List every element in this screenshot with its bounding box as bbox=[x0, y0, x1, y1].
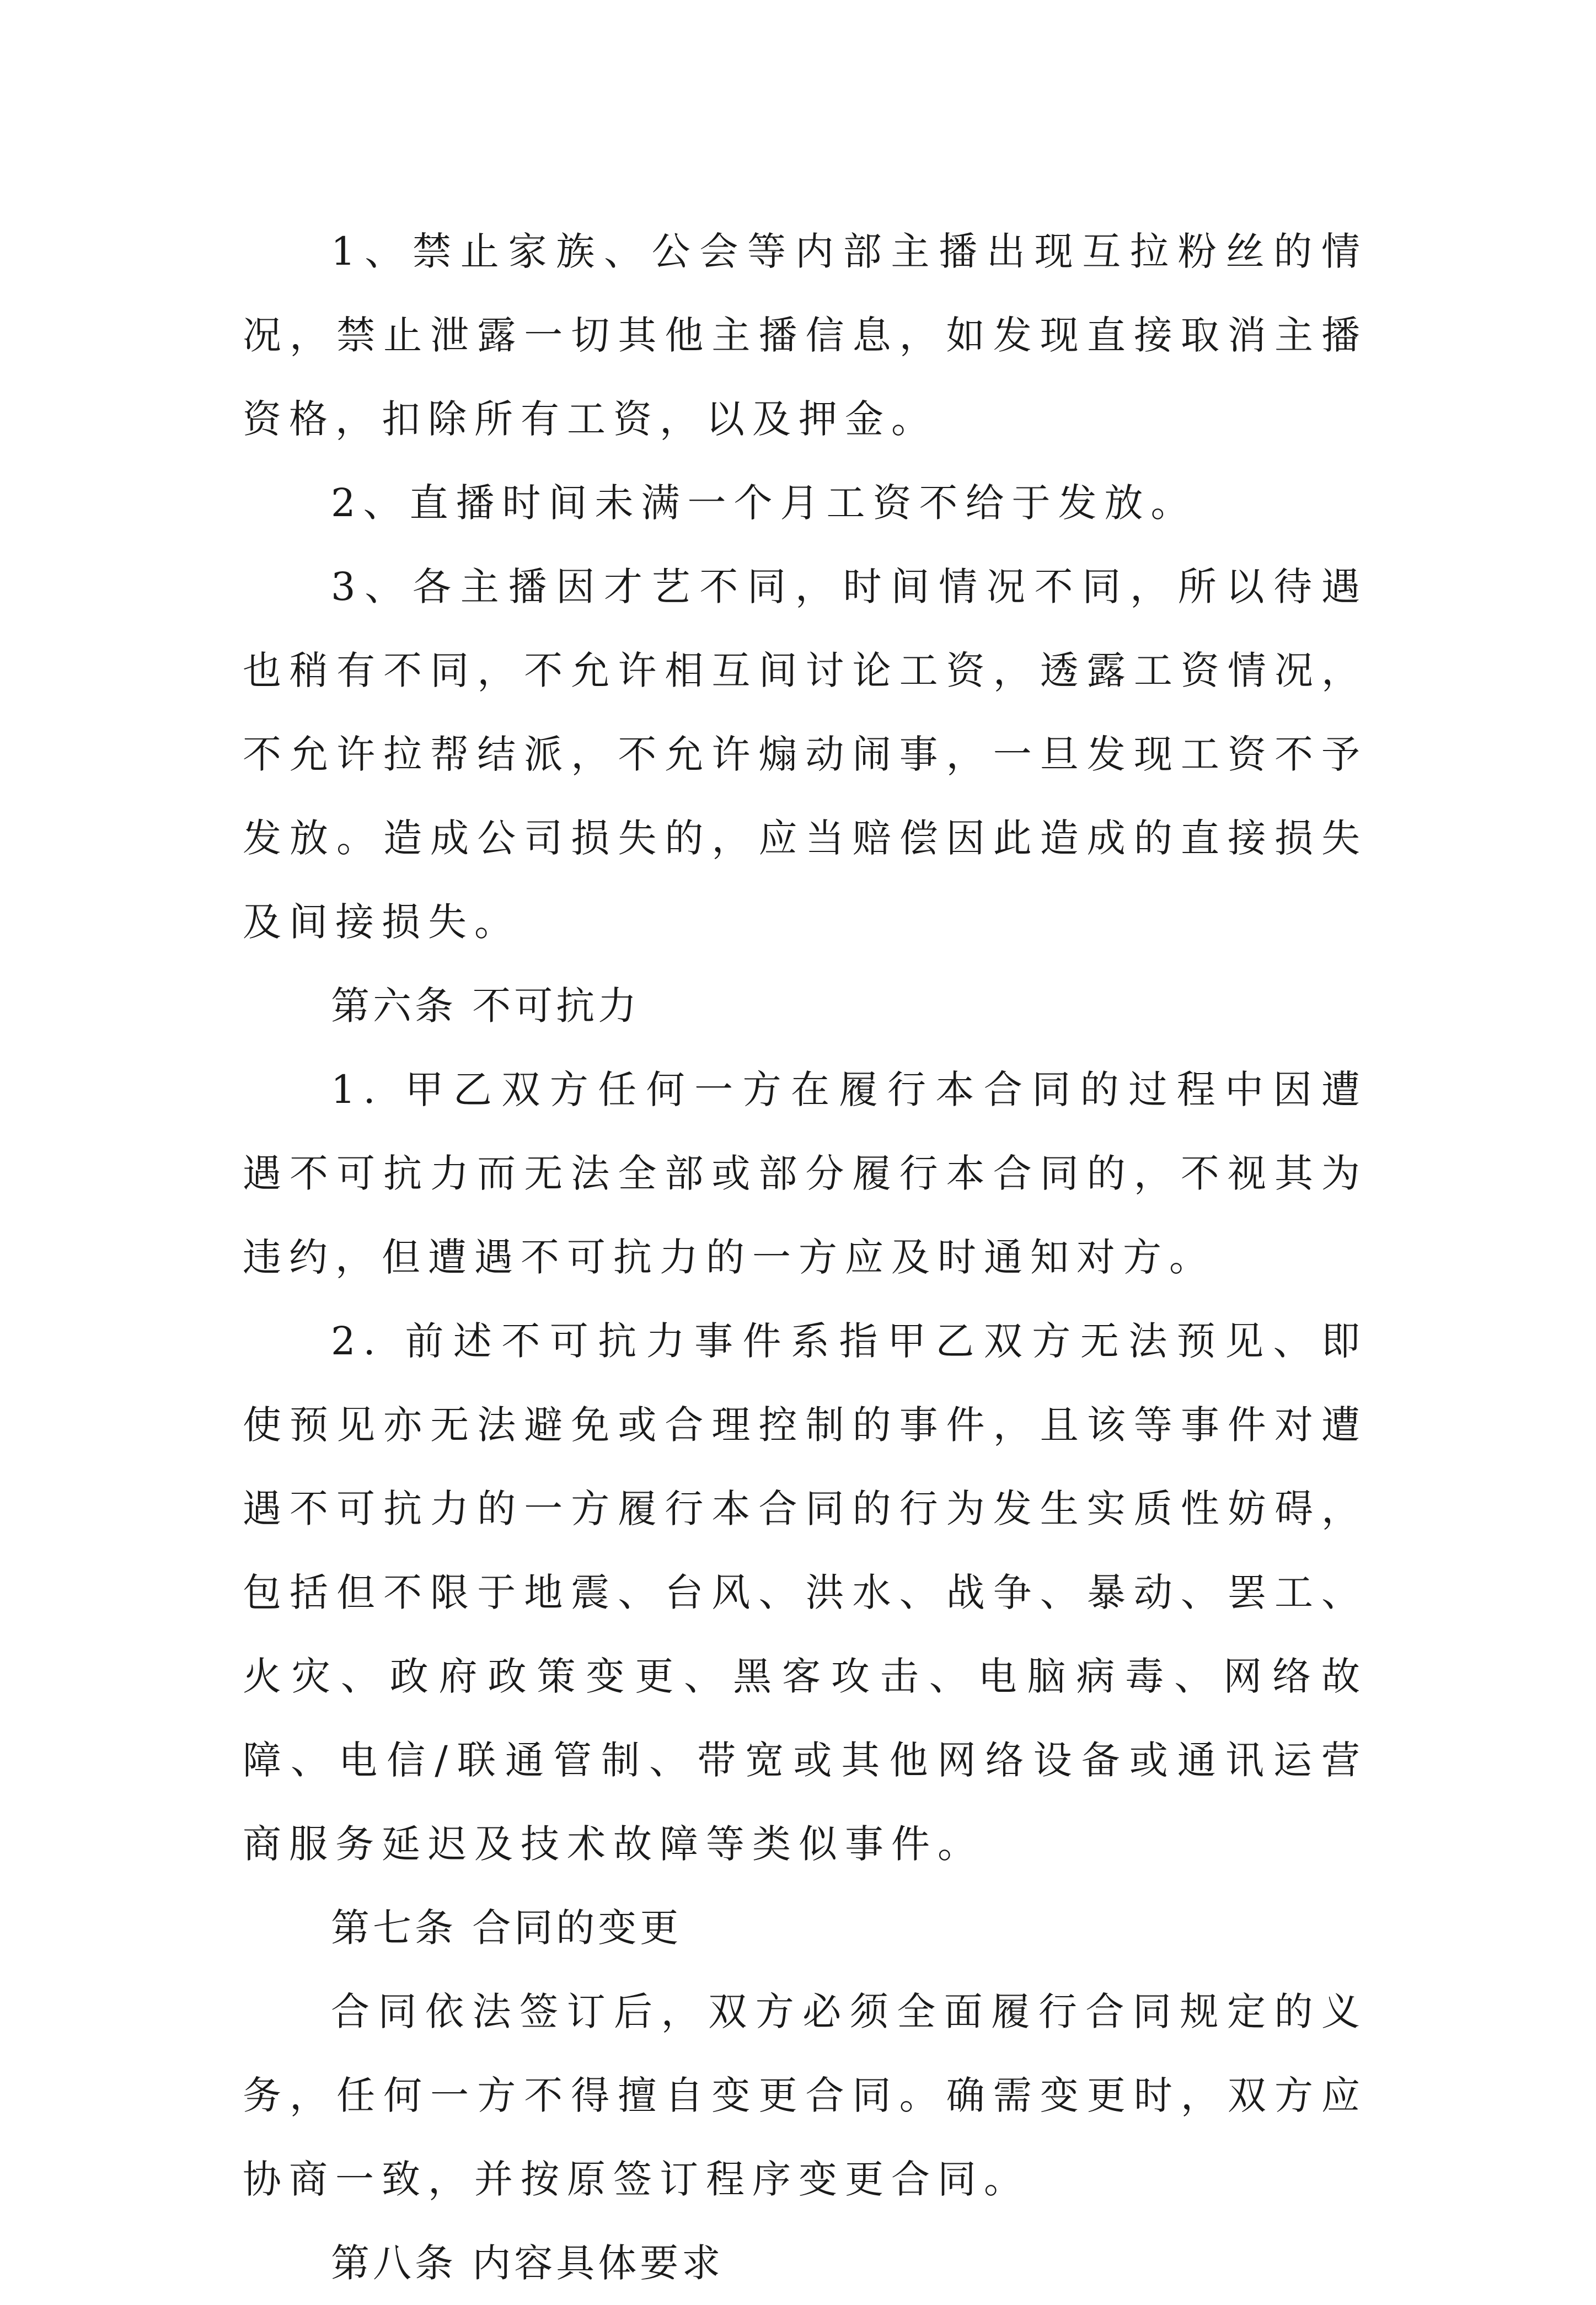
paragraph-force-majeure-1: 1. 甲乙双方任何一方在履行本合同的过程中因遭遇不可抗力而无法全部或部分履行本合同的，不视其为违约，但遭遇不可抗力的一方应及时通知对方。 bbox=[243, 1067, 1368, 1280]
paragraph-contract-change: 合同依法签订后，双方必须全面履行合同规定的义务，任何一方不得擅自变更合同。确需变更时，双方应协商一致，并按原签订程序变更合同。 bbox=[243, 1989, 1368, 2202]
section-heading-article-7: 第七条 合同的变更 bbox=[331, 1905, 682, 1950]
section-heading-article-6: 第六条 不可抗力 bbox=[331, 983, 640, 1028]
document-page bbox=[243, 210, 1368, 2305]
paragraph-rule-3: 3、各主播因才艺不同，时间情况不同，所以待遇也稍有不同，不允许相互间讨论工资，透露工资情况，不允许拉帮结派，不允许煽动闹事，一旦发现工资不予发放。造成公司损失的，应当赔偿因此造成的直接损失及间接损失。 bbox=[243, 564, 1368, 945]
section-heading-article-8: 第八条 内容具体要求 bbox=[331, 2240, 724, 2286]
paragraph-rule-1: 1、禁止家族、公会等内部主播出现互拉粉丝的情况，禁止泄露一切其他主播信息，如发现直接取消主播资格，扣除所有工资，以及押金。 bbox=[243, 229, 1368, 442]
paragraph-force-majeure-2: 2. 前述不可抗力事件系指甲乙双方无法预见、即使预见亦无法避免或合理控制的事件，且该等事件对遭遇不可抗力的一方履行本合同的行为发生实质性妨碍，包括但不限于地震、台风、洪水、战争、暴动、罢工、火灾、政府政策变更、黑客攻击、电脑病毒、网络故障、电信/联通管制、带宽或其他网络设备或通讯运营商服务延迟及技术故障等类似事件。 bbox=[243, 1318, 1368, 1867]
paragraph-rule-2: 2、直播时间未满一个月工资不给于发放。 bbox=[331, 480, 1197, 526]
